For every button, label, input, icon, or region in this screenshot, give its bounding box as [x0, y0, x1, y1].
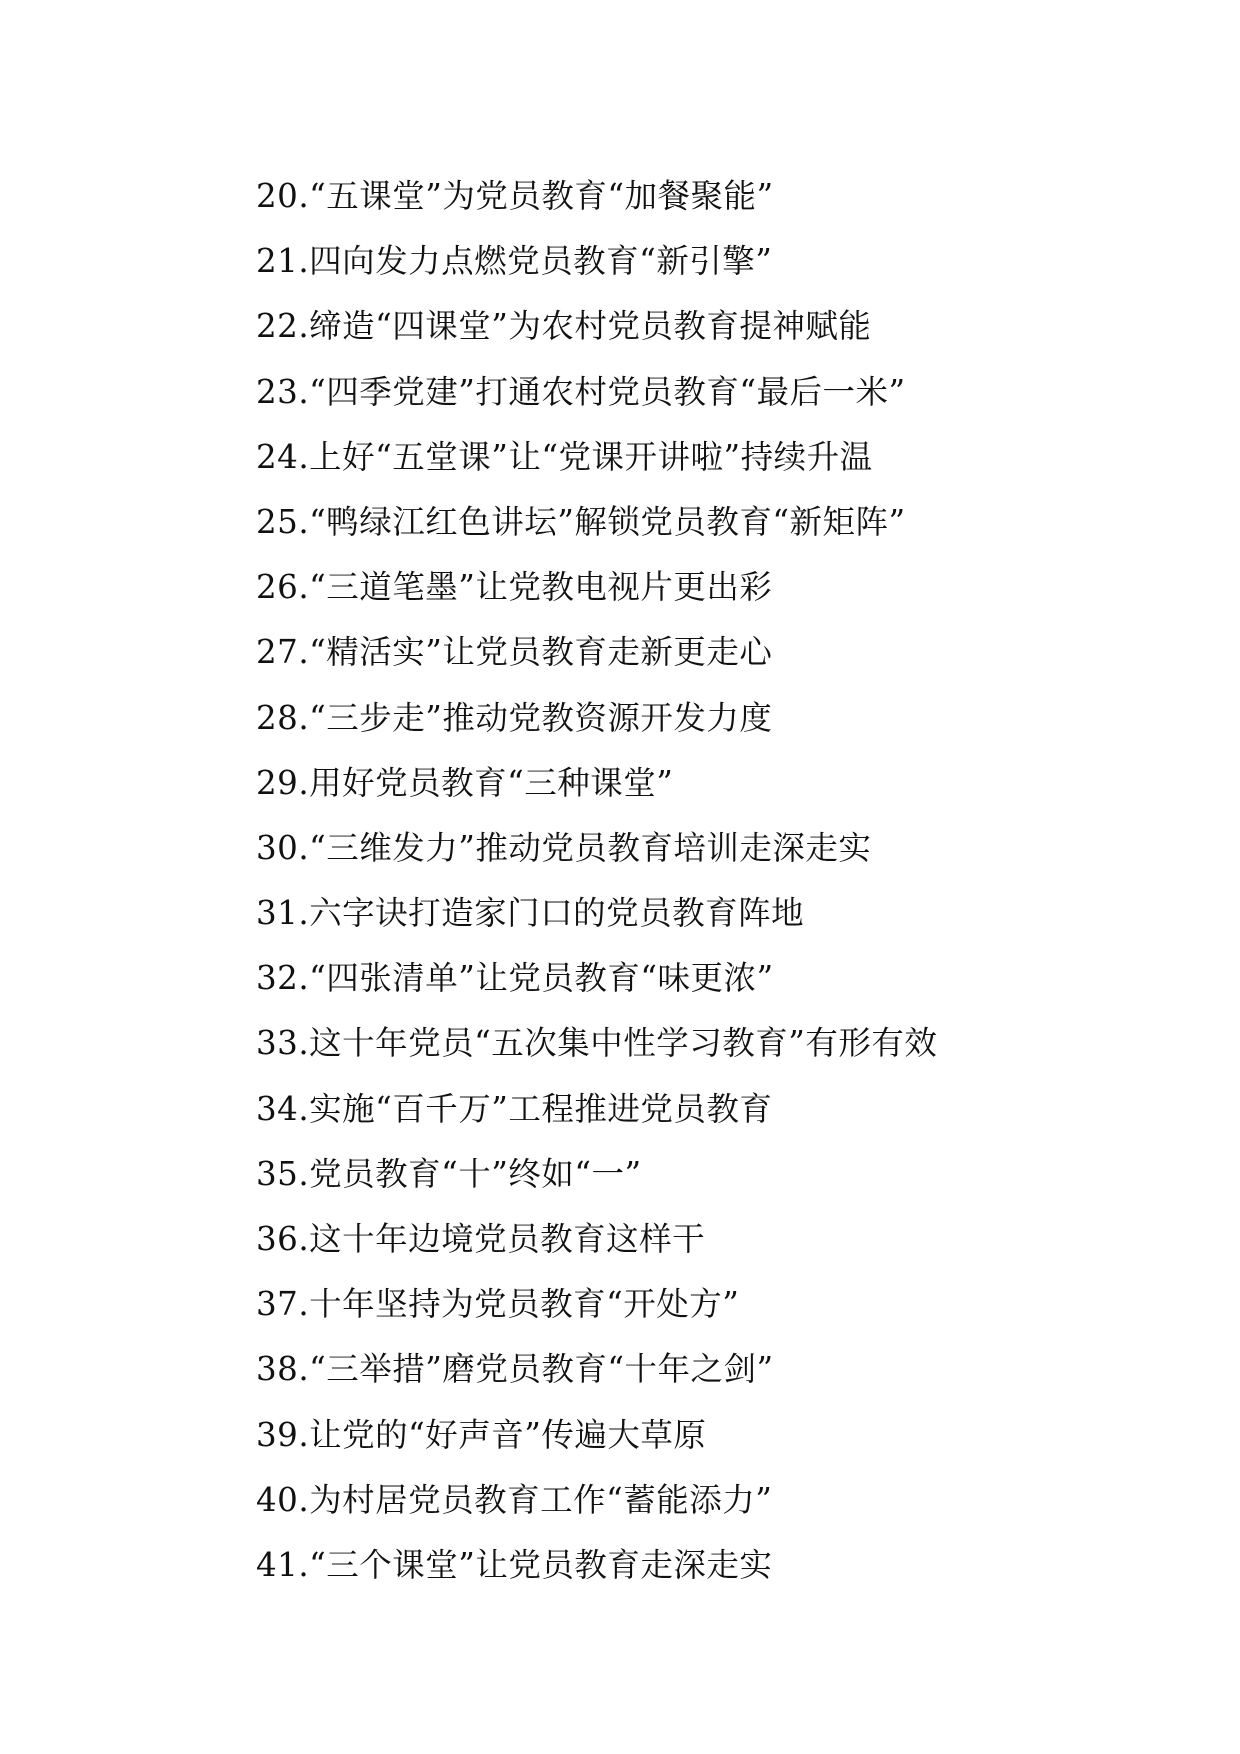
list-item: 33.这十年党员“五次集中性学习教育”有形有效 [256, 1024, 938, 1063]
list-item: 34.实施“百千万”工程推进党员教育 [256, 1089, 773, 1128]
list-item: 20.“五课堂”为党员教育“加餐聚能” [256, 177, 774, 215]
list-item: 28.“三步走”推动党教资源开发力度 [256, 698, 773, 737]
list-item: 23.“四季党建”打通农村党员教育“最后一米” [256, 372, 906, 411]
list-item: 27.“精活实”让党员教育走新更走心 [256, 633, 773, 672]
list-item: 36.这十年边境党员教育这样干 [256, 1220, 706, 1258]
list-item: 29.用好党员教育“三种课堂” [256, 763, 674, 802]
list-item: 22.缔造“四课堂”为农村党员教育提神赋能 [256, 307, 872, 346]
list-item: 39.让党的“好声音”传遍大草原 [256, 1415, 707, 1454]
list-item: 40.为村居党员教育工作“蓄能添力” [256, 1480, 773, 1519]
list-item: 26.“三道笔墨”让党教电视片更出彩 [256, 568, 773, 607]
list-item: 32.“四张清单”让党员教育“味更浓” [256, 959, 774, 998]
title-list [256, 170, 937, 1604]
list-item: 24.上好“五堂课”让“党课开讲啦”持续升温 [256, 437, 873, 476]
list-item: 38.“三举措”磨党员教育“十年之剑” [256, 1350, 774, 1389]
list-item: 31.六字诀打造家门口的党员教育阵地 [256, 894, 805, 933]
list-item: 37.十年坚持为党员教育“开处方” [256, 1285, 740, 1324]
list-item: 35.党员教育“十”终如“一” [256, 1154, 642, 1193]
list-item: 30.“三维发力”推动党员教育培训走深走实 [256, 828, 872, 867]
list-item: 25.“鸭绿江红色讲坛”解锁党员教育“新矩阵” [256, 502, 906, 541]
list-item: 21.四向发力点燃党员教育“新引擎” [256, 242, 773, 281]
list-item: 41.“三个课堂”让党员教育走深走实 [256, 1545, 773, 1584]
